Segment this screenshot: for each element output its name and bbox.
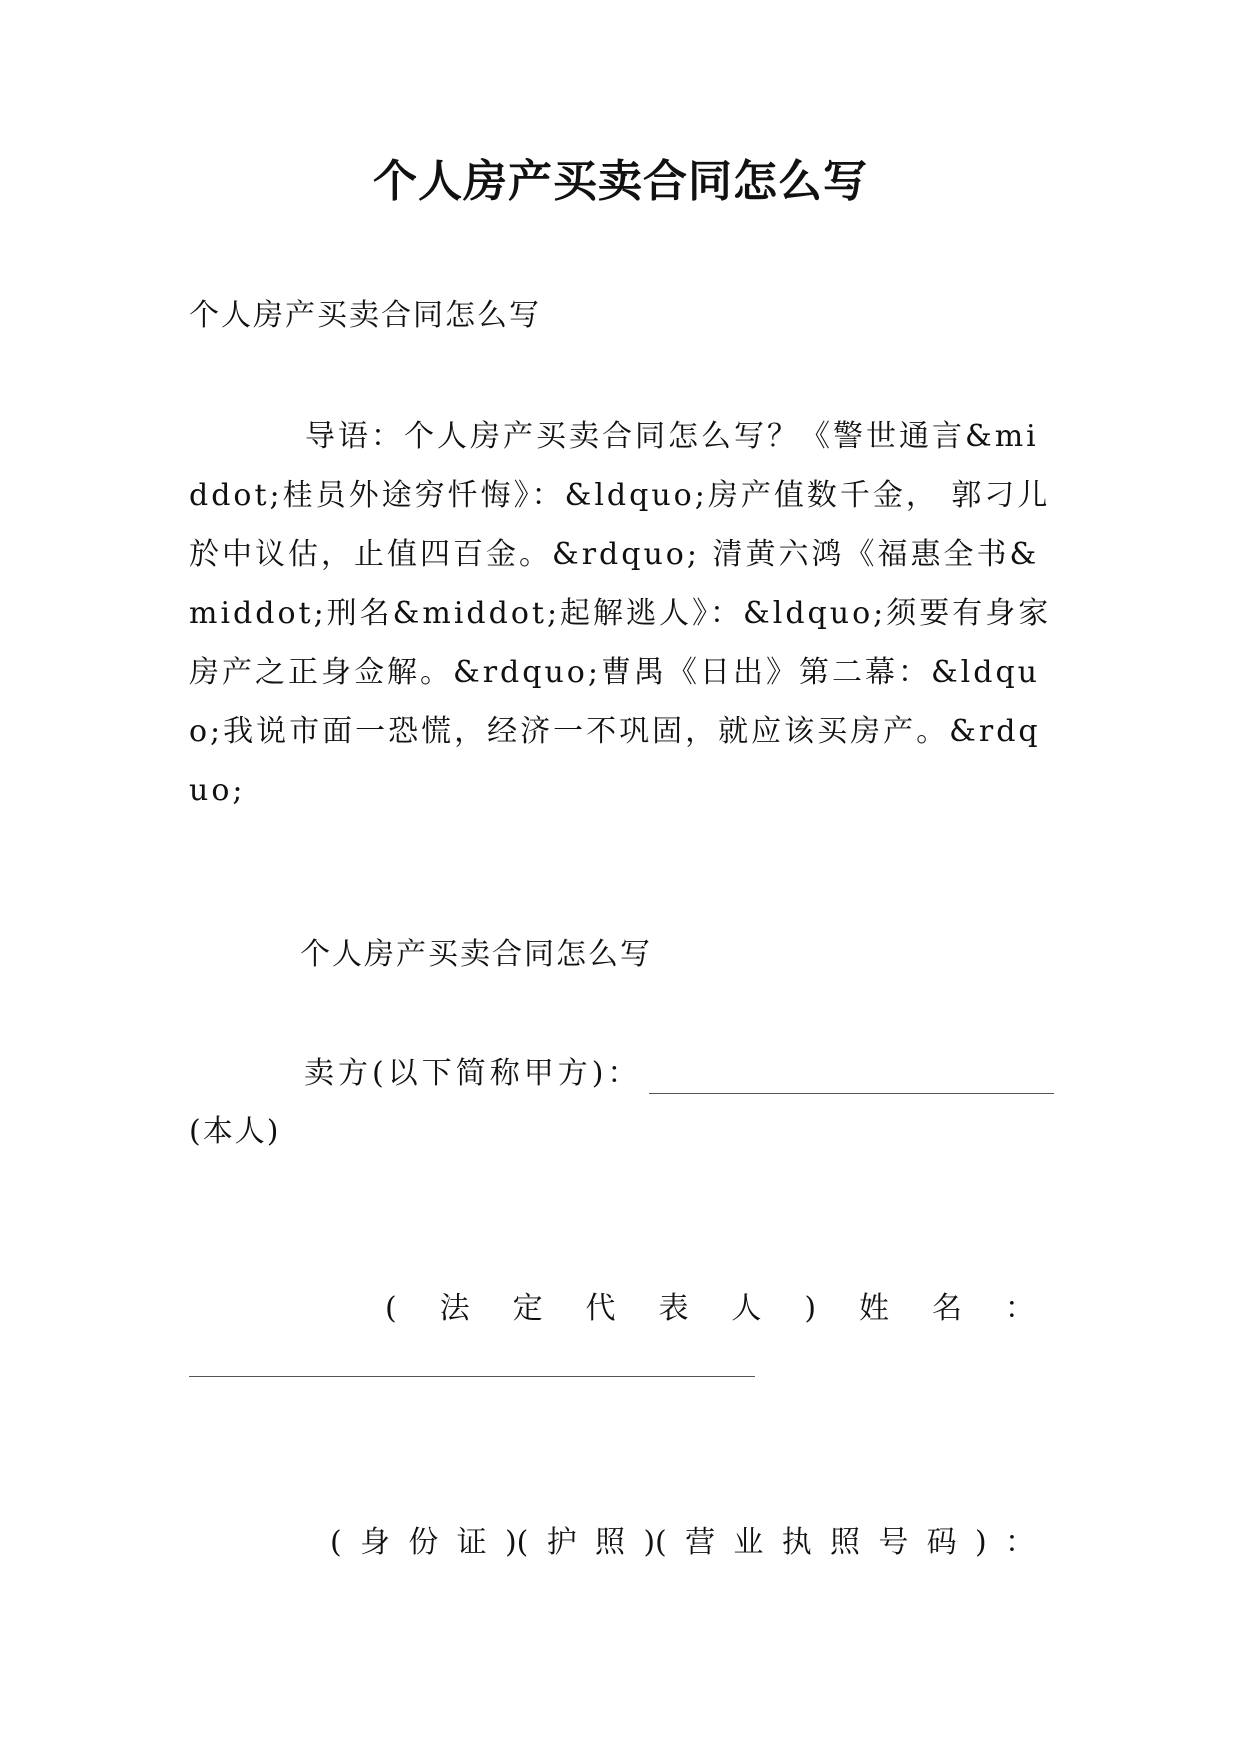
document-title: 个人房产买卖合同怎么写 (373, 156, 868, 207)
legal-rep-blank-line (189, 1376, 755, 1377)
legal-rep-char: 姓 (859, 1291, 889, 1326)
legal-rep-char: 法 (439, 1291, 470, 1326)
id-label-char: 执 (781, 1525, 812, 1560)
legal-rep-char: 定 (512, 1291, 543, 1326)
id-label-char: 身 (360, 1525, 391, 1560)
section-heading: 个人房产买卖合同怎么写 (300, 937, 652, 972)
document-subtitle: 个人房产买卖合同怎么写 (189, 298, 541, 333)
id-label-char: 证 (456, 1525, 487, 1560)
id-label-char: 号 (878, 1525, 909, 1560)
id-label-char: 份 (408, 1525, 439, 1560)
id-label-char: ： (1004, 1525, 1035, 1560)
id-label-char: 码 (926, 1525, 957, 1560)
id-label-char: 照 (595, 1525, 626, 1560)
intro-paragraph: 导语：个人房产买卖合同怎么写？《警世通言&middot;桂员外途穷忏悔》：&ldquo;房产值数千金， 郭刁儿 於中议估，止值四百金。&rdquo; 清黄六鸿《福惠全书&middot;刑名&middot;起解逃人》：&ldquo;须要有身家房产之正身佥解。&rdquo;曹禺《日出》第二幕：&ldquo;我说市面一恐慌，经济一不巩固，就应该买房产。&rdquo; (189, 419, 1052, 808)
id-label-char: )( (643, 1525, 667, 1560)
seller-blank-line (649, 1059, 1054, 1094)
id-label-char: 护 (546, 1525, 577, 1560)
legal-rep-char: 代 (585, 1291, 616, 1326)
legal-rep-char: 名 (931, 1291, 962, 1326)
id-number-label (330, 1523, 1035, 1563)
legal-rep-char: ) (804, 1291, 817, 1326)
id-label-char: ( (330, 1525, 342, 1560)
legal-rep-char: ： (1004, 1291, 1035, 1326)
seller-note: (本人) (189, 1114, 281, 1149)
legal-rep-label (385, 1289, 1035, 1329)
legal-rep-char: 人 (731, 1291, 762, 1326)
id-label-char: 照 (830, 1525, 860, 1560)
id-label-char: 业 (733, 1525, 764, 1560)
seller-label: 卖方(以下简称甲方)： (304, 1056, 642, 1091)
id-label-char: 营 (685, 1525, 716, 1560)
id-label-char: )( (504, 1525, 529, 1560)
legal-rep-char: ( (385, 1291, 397, 1326)
id-label-char: ) (974, 1525, 987, 1560)
seller-field-row (304, 1054, 1054, 1094)
legal-rep-char: 表 (658, 1291, 689, 1326)
